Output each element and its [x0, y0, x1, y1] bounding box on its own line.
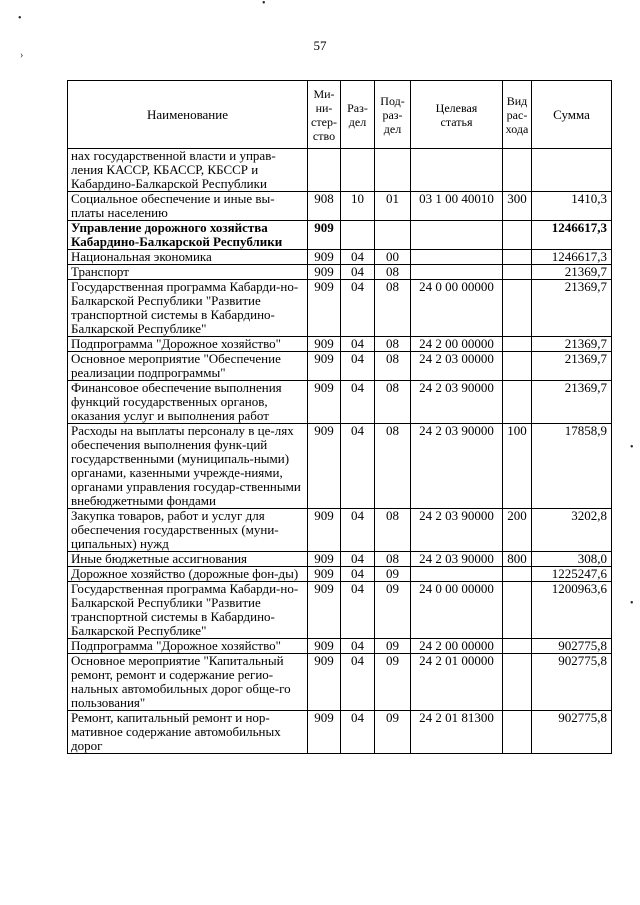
- cell-ministry: [308, 149, 341, 192]
- cell-name: Закупка товаров, работ и услуг для обеспечения государственных (муни-ципальных) нужд: [68, 509, 308, 552]
- cell-ministry: 909: [308, 654, 341, 711]
- cell-name: Государственная программа Кабарди-но-Балкарской Республики "Развитие транспортной системы в Кабардино-Балкарской Республике": [68, 280, 308, 337]
- cell-subsection: 08: [375, 265, 411, 280]
- cell-expense-type: [503, 582, 532, 639]
- cell-expense-type: 200: [503, 509, 532, 552]
- margin-mark: •: [262, 0, 266, 9]
- cell-name: Подпрограмма "Дорожное хозяйство": [68, 639, 308, 654]
- cell-subsection: 08: [375, 381, 411, 424]
- cell-name: Подпрограмма "Дорожное хозяйство": [68, 337, 308, 352]
- table-row: [68, 639, 612, 654]
- cell-sum: 21369,7: [532, 337, 612, 352]
- cell-section: 04: [341, 352, 375, 381]
- header-ministry: Ми- ни- стер- ство: [308, 81, 341, 149]
- cell-subsection: [375, 149, 411, 192]
- cell-sum: 1246617,3: [532, 250, 612, 265]
- cell-section: 10: [341, 192, 375, 221]
- cell-name: Транспорт: [68, 265, 308, 280]
- cell-sum: 21369,7: [532, 265, 612, 280]
- header-name: Наименование: [68, 81, 308, 149]
- margin-mark: •: [630, 442, 634, 453]
- header-target: Целевая статья: [411, 81, 503, 149]
- cell-target: [411, 567, 503, 582]
- cell-target: 24 2 03 90000: [411, 509, 503, 552]
- cell-target: 24 2 03 90000: [411, 424, 503, 509]
- cell-name: Иные бюджетные ассигнования: [68, 552, 308, 567]
- cell-expense-type: 100: [503, 424, 532, 509]
- table-row: [68, 381, 612, 424]
- cell-name: Ремонт, капитальный ремонт и нор-мативное содержание автомобильных дорог: [68, 711, 308, 754]
- cell-ministry: 909: [308, 567, 341, 582]
- cell-sum: 3202,8: [532, 509, 612, 552]
- cell-section: 04: [341, 509, 375, 552]
- cell-ministry: 909: [308, 352, 341, 381]
- header-sum: Сумма: [532, 81, 612, 149]
- cell-target: [411, 250, 503, 265]
- cell-ministry: 908: [308, 192, 341, 221]
- cell-sum: 21369,7: [532, 280, 612, 337]
- cell-subsection: 01: [375, 192, 411, 221]
- cell-name: Основное мероприятие "Обеспечение реализации подпрограммы": [68, 352, 308, 381]
- table-row: [68, 250, 612, 265]
- cell-expense-type: 300: [503, 192, 532, 221]
- cell-target: 24 2 01 81300: [411, 711, 503, 754]
- cell-sum: 1246617,3: [532, 221, 612, 250]
- cell-target: [411, 265, 503, 280]
- cell-ministry: 909: [308, 424, 341, 509]
- cell-target: [411, 221, 503, 250]
- cell-sum: 1410,3: [532, 192, 612, 221]
- cell-expense-type: [503, 337, 532, 352]
- table-row: [68, 149, 612, 192]
- cell-sum: 902775,8: [532, 654, 612, 711]
- table-row: [68, 221, 612, 250]
- cell-subsection: 08: [375, 424, 411, 509]
- cell-section: 04: [341, 250, 375, 265]
- table-row: [68, 552, 612, 567]
- table-row: [68, 509, 612, 552]
- cell-section: 04: [341, 265, 375, 280]
- cell-subsection: 08: [375, 337, 411, 352]
- cell-name: Государственная программа Кабарди-но-Балкарской Республики "Развитие транспортной системы в Кабардино-Балкарской Республике": [68, 582, 308, 639]
- cell-subsection: 08: [375, 509, 411, 552]
- cell-expense-type: [503, 711, 532, 754]
- cell-target: 24 2 00 00000: [411, 639, 503, 654]
- cell-sum: 1225247,6: [532, 567, 612, 582]
- cell-section: 04: [341, 654, 375, 711]
- cell-expense-type: [503, 149, 532, 192]
- cell-section: 04: [341, 424, 375, 509]
- table-row: [68, 582, 612, 639]
- cell-name: Национальная экономика: [68, 250, 308, 265]
- cell-section: 04: [341, 381, 375, 424]
- cell-sum: 1200963,6: [532, 582, 612, 639]
- cell-subsection: 09: [375, 654, 411, 711]
- table-row: [68, 352, 612, 381]
- cell-subsection: 08: [375, 352, 411, 381]
- cell-target: 24 0 00 00000: [411, 280, 503, 337]
- cell-ministry: 909: [308, 250, 341, 265]
- table-body: [68, 149, 612, 754]
- cell-section: 04: [341, 639, 375, 654]
- margin-mark: ›: [20, 50, 24, 61]
- cell-expense-type: [503, 381, 532, 424]
- budget-table: [67, 80, 612, 754]
- cell-target: [411, 149, 503, 192]
- cell-target: 24 2 03 90000: [411, 552, 503, 567]
- table-row: [68, 280, 612, 337]
- cell-expense-type: [503, 280, 532, 337]
- cell-section: 04: [341, 337, 375, 352]
- cell-target: 24 2 00 00000: [411, 337, 503, 352]
- cell-name: Финансовое обеспечение выполнения функций государственных органов, оказания услуг и выполнения работ: [68, 381, 308, 424]
- cell-ministry: 909: [308, 337, 341, 352]
- cell-ministry: 909: [308, 711, 341, 754]
- cell-sum: 17858,9: [532, 424, 612, 509]
- cell-name: Расходы на выплаты персоналу в це-лях обеспечения выполнения функ-ций государственными (муниципаль-ными) органами, казенными учрежде-ниями, органами управления государ-ственными внебюджетными фондами: [68, 424, 308, 509]
- cell-section: 04: [341, 711, 375, 754]
- cell-ministry: 909: [308, 381, 341, 424]
- cell-sum: 21369,7: [532, 381, 612, 424]
- cell-target: 03 1 00 40010: [411, 192, 503, 221]
- cell-section: 04: [341, 582, 375, 639]
- table-row: [68, 424, 612, 509]
- cell-expense-type: [503, 567, 532, 582]
- cell-expense-type: 800: [503, 552, 532, 567]
- cell-expense-type: [503, 250, 532, 265]
- table-row: [68, 711, 612, 754]
- cell-name: нах государственной власти и управ-ления КАССР, КБАССР, КБССР и Кабардино-Балкарской Республики: [68, 149, 308, 192]
- cell-sum: 21369,7: [532, 352, 612, 381]
- cell-ministry: 909: [308, 639, 341, 654]
- cell-subsection: 09: [375, 639, 411, 654]
- cell-subsection: 08: [375, 552, 411, 567]
- cell-expense-type: [503, 221, 532, 250]
- cell-ministry: 909: [308, 265, 341, 280]
- cell-subsection: 00: [375, 250, 411, 265]
- cell-section: 04: [341, 552, 375, 567]
- cell-section: 04: [341, 567, 375, 582]
- cell-target: 24 0 00 00000: [411, 582, 503, 639]
- table-row: [68, 567, 612, 582]
- cell-expense-type: [503, 654, 532, 711]
- table-header-row: [68, 81, 612, 149]
- cell-target: 24 2 01 00000: [411, 654, 503, 711]
- table-row: [68, 337, 612, 352]
- cell-target: 24 2 03 90000: [411, 381, 503, 424]
- cell-name: Основное мероприятие "Капитальный ремонт, ремонт и содержание регио-нальных автомобильных дорог обще-го пользования": [68, 654, 308, 711]
- cell-section: [341, 221, 375, 250]
- cell-name: Управление дорожного хозяйства Кабардино-Балкарской Республики: [68, 221, 308, 250]
- cell-section: 04: [341, 280, 375, 337]
- cell-section: [341, 149, 375, 192]
- page-number: 57: [313, 38, 327, 53]
- margin-mark: •: [18, 13, 22, 24]
- header-expense-type: Вид рас- хода: [503, 81, 532, 149]
- cell-expense-type: [503, 352, 532, 381]
- cell-name: Социальное обеспечение и иные вы-платы населению: [68, 192, 308, 221]
- cell-subsection: 09: [375, 711, 411, 754]
- cell-expense-type: [503, 265, 532, 280]
- cell-expense-type: [503, 639, 532, 654]
- header-section: Раз- дел: [341, 81, 375, 149]
- header-subsection: Под- раз- дел: [375, 81, 411, 149]
- cell-sum: [532, 149, 612, 192]
- cell-sum: 308,0: [532, 552, 612, 567]
- cell-sum: 902775,8: [532, 639, 612, 654]
- cell-ministry: 909: [308, 552, 341, 567]
- table-row: [68, 192, 612, 221]
- cell-name: Дорожное хозяйство (дорожные фон-ды): [68, 567, 308, 582]
- cell-subsection: 09: [375, 582, 411, 639]
- cell-subsection: 09: [375, 567, 411, 582]
- cell-subsection: [375, 221, 411, 250]
- table-row: [68, 654, 612, 711]
- cell-ministry: 909: [308, 509, 341, 552]
- cell-sum: 902775,8: [532, 711, 612, 754]
- margin-mark: •: [630, 598, 634, 609]
- cell-ministry: 909: [308, 221, 341, 250]
- cell-ministry: 909: [308, 280, 341, 337]
- cell-target: 24 2 03 00000: [411, 352, 503, 381]
- cell-ministry: 909: [308, 582, 341, 639]
- table-row: [68, 265, 612, 280]
- cell-subsection: 08: [375, 280, 411, 337]
